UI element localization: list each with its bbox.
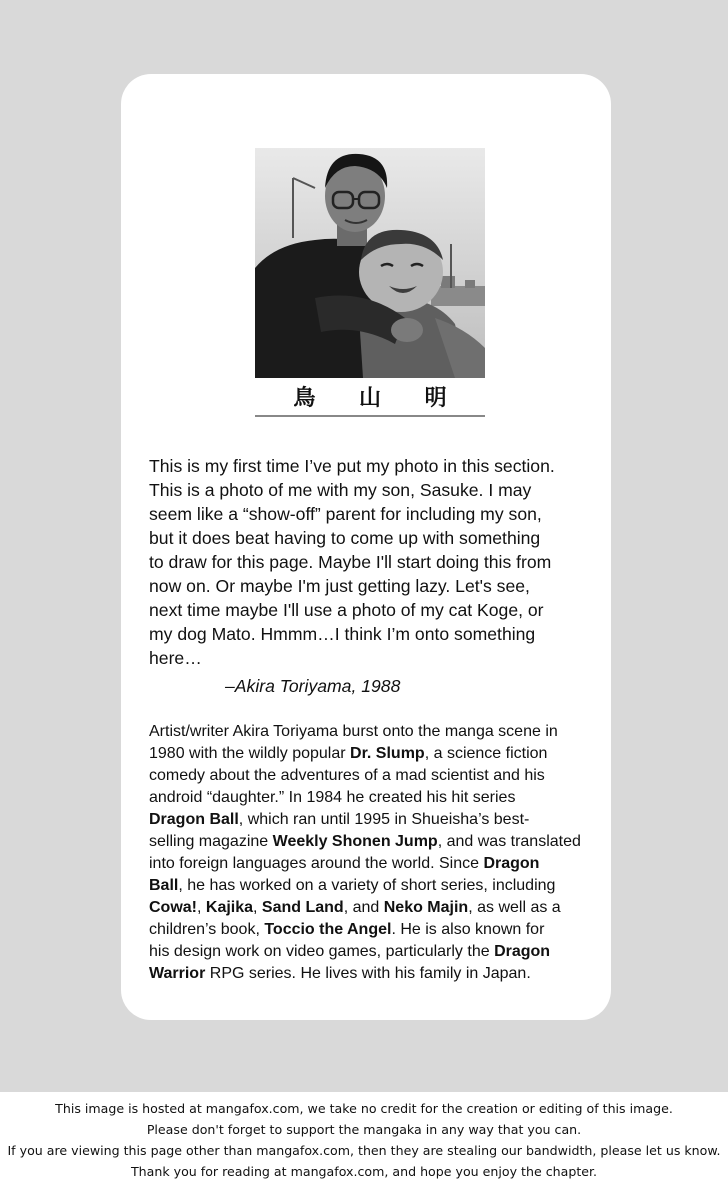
quote-line: here…: [149, 648, 202, 668]
bio-title-kajika: Kajika: [205, 899, 254, 916]
bio-text: android “daughter.” In 1984 he created his hit series: [149, 789, 516, 806]
bio-text: his design work on video games, particularly the: [149, 943, 495, 960]
footer-line: This image is hosted at mangafox.com, we take no credit for the creation or editing of this image.: [55, 1101, 673, 1116]
bio-title-dragon-ball: Dragon Ball: [149, 811, 239, 828]
bio-line: [149, 765, 589, 787]
name-divider: [255, 415, 485, 417]
bio-line: [149, 875, 589, 897]
quote-line: seem like a “show-off” parent for including my son,: [149, 504, 542, 524]
bio-line: [149, 787, 589, 809]
author-name-japanese: 鳥 山 明: [293, 386, 465, 411]
bio-text: ,: [253, 899, 262, 916]
quote-line: to draw for this page. Maybe I'll start doing this from: [149, 552, 552, 572]
bio-title-cowa: Cowa!: [149, 899, 197, 916]
quote-attribution: –Akira Toriyama, 1988: [225, 676, 401, 696]
bio-text: ,: [197, 899, 206, 916]
hosting-notice: [0, 1092, 728, 1182]
bio-title-dragon-warrior: Dragon: [494, 943, 551, 960]
author-quote: [149, 454, 589, 670]
bio-text: , which ran until 1995 in Shueisha’s best-: [238, 811, 530, 828]
bio-text: selling magazine: [149, 833, 273, 850]
bio-title-dr-slump: Dr. Slump: [350, 745, 425, 762]
bio-line: [149, 831, 589, 853]
photo-illustration: [255, 148, 485, 378]
quote-line: next time maybe I'll use a photo of my cat Koge, or: [149, 600, 544, 620]
bio-line: [149, 809, 589, 831]
quote-line: This is my first time I’ve put my photo in this section.: [149, 456, 555, 476]
bio-title-dragon-ball: Ball: [149, 877, 179, 894]
bio-line: [149, 941, 589, 963]
bio-text: Artist/writer Akira Toriyama burst onto the manga scene in: [149, 723, 558, 740]
footer-line: Thank you for reading at mangafox.com, and hope you enjoy the chapter.: [130, 1164, 598, 1179]
bio-line: [149, 919, 589, 941]
bio-line: [149, 853, 589, 875]
quote-line: but it does beat having to come up with something: [149, 528, 541, 548]
bio-text: , he has worked on a variety of short series, including: [178, 877, 556, 894]
bio-title-neko-majin: Neko Majin: [383, 899, 469, 916]
bio-text: children’s book,: [149, 921, 265, 938]
bio-line: [149, 743, 589, 765]
author-card: [121, 74, 611, 1020]
bio-text: RPG series. He lives with his family in Japan.: [205, 965, 531, 982]
bio-title-toccio-the-angel: Toccio the Angel: [264, 921, 392, 938]
quote-line: my dog Mato. Hmmm…I think I’m onto something: [149, 624, 536, 644]
footer-line: Please don't forget to support the mangaka in any way that you can.: [146, 1122, 582, 1137]
bio-text: comedy about the adventures of a mad scientist and his: [149, 767, 545, 784]
bio-title-weekly-shonen-jump: Weekly Shonen Jump: [272, 833, 438, 850]
bio-text: , and: [343, 899, 384, 916]
bio-line: [149, 897, 589, 919]
bio-text: , a science fiction: [424, 745, 548, 762]
quote-line: This is a photo of me with my son, Sasuke. I may: [149, 480, 532, 500]
bio-text: into foreign languages around the world. Since: [149, 855, 484, 872]
quote-line: now on. Or maybe I'm just getting lazy. Let's see,: [149, 576, 530, 596]
bio-text: 1980 with the wildly popular: [149, 745, 351, 762]
bio-text: , and was translated: [437, 833, 581, 850]
author-bio: [149, 721, 589, 985]
author-photo: [255, 148, 485, 378]
bio-title-sand-land: Sand Land: [261, 899, 344, 916]
bio-line: [149, 721, 589, 743]
bio-text: , as well as a: [468, 899, 561, 916]
bio-title-dragon-ball: Dragon: [483, 855, 540, 872]
bio-line: [149, 963, 589, 985]
bio-title-dragon-warrior: Warrior: [149, 965, 206, 982]
footer-line: If you are viewing this page other than mangafox.com, then they are stealing our bandwidth, please let us know.: [7, 1143, 721, 1158]
bio-text: . He is also known for: [391, 921, 545, 938]
